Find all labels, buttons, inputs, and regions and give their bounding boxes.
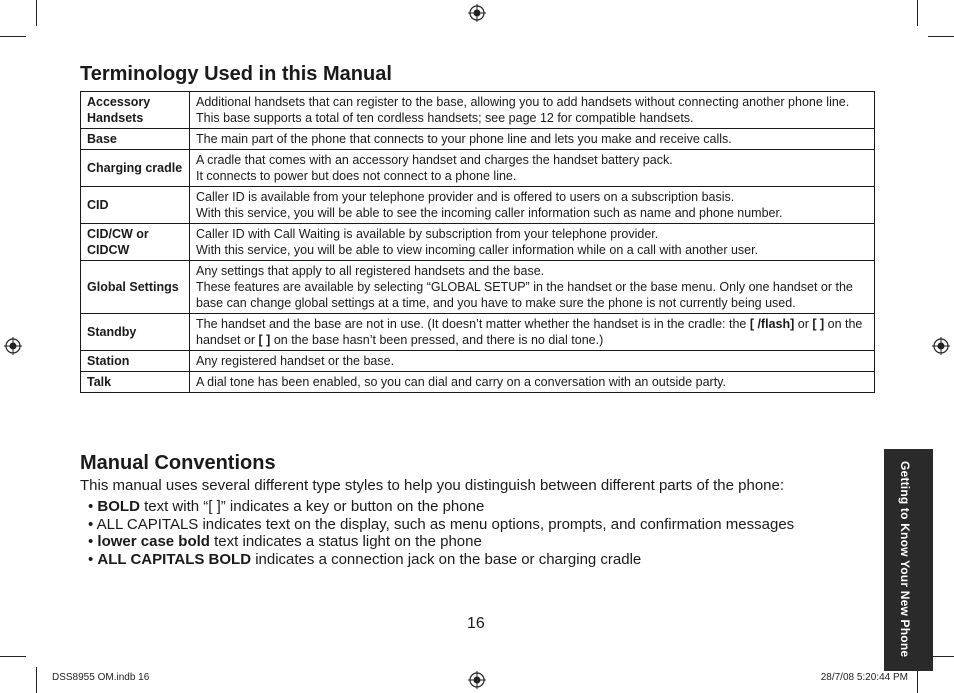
definition-text: or [794, 317, 813, 331]
table-row [81, 129, 875, 150]
term-cell: Base [81, 129, 190, 150]
table-row [81, 224, 875, 261]
term-cell: CID [81, 187, 190, 224]
definition-text: These features are available by selecting “GLOBAL SETUP” in the handset or the base menu. Only one handset or the base can change global settings at a time, and you have to make sure the phone is not currently being used. [196, 280, 853, 310]
registration-mark-icon [932, 337, 950, 355]
definition-cell [190, 129, 875, 150]
term-cell: Accessory Handsets [81, 92, 190, 129]
conventions-list [88, 498, 794, 568]
term-cell: Station [81, 351, 190, 372]
definition-cell [190, 187, 875, 224]
crop-mark [36, 667, 37, 693]
definition-text: With this service, you will be able to view incoming caller information while on a call with another user. [196, 243, 759, 257]
definition-text: Any registered handset or the base. [196, 354, 395, 368]
section-title-terminology: Terminology Used in this Manual [80, 63, 392, 85]
term-cell: CID/CW or CIDCW [81, 224, 190, 261]
registration-mark-icon [468, 671, 486, 689]
definition-cell [190, 261, 875, 314]
conventions-intro: This manual uses several different type styles to help you distinguish between different parts of the phone: [80, 477, 785, 494]
definition-text: on the handset or [196, 317, 863, 347]
table-row [81, 314, 875, 351]
term-cell: Charging cradle [81, 150, 190, 187]
convention-bold-term: lower case bold [97, 533, 210, 550]
table-row [81, 92, 875, 129]
side-tab [884, 449, 933, 671]
key-label: [ ] [812, 317, 825, 331]
definition-text: The handset and the base are not in use. (It doesn’t matter whether the handset is in the cradle: the [196, 317, 750, 331]
key-label: [ ] [258, 333, 271, 347]
footer-file-info: DSS8955 OM.indb 16 [52, 672, 150, 683]
registration-mark-icon [4, 337, 22, 355]
convention-text: indicates a connection jack on the base or charging cradle [251, 550, 642, 568]
definition-text: Caller ID is available from your telephone provider and is offered to users on a subscription basis. [196, 190, 735, 204]
list-item [88, 498, 794, 516]
registration-mark-icon [468, 4, 486, 22]
definition-cell [190, 224, 875, 261]
definition-text: Caller ID with Call Waiting is available by subscription from your telephone provider. [196, 227, 659, 241]
definition-cell [190, 150, 875, 187]
table-row [81, 372, 875, 393]
crop-mark [0, 36, 26, 37]
key-label: [ /flash] [749, 317, 795, 331]
section-title-conventions: Manual Conventions [80, 452, 276, 474]
term-cell: Standby [81, 314, 190, 351]
definition-text: A cradle that comes with an accessory handset and charges the handset battery pack. [196, 153, 673, 167]
definition-cell [190, 314, 875, 351]
crop-mark [0, 656, 26, 657]
definition-text: It connects to power but does not connect to a phone line. [196, 169, 517, 183]
definition-cell [190, 92, 875, 129]
side-tab-label: Getting to Know Your New Phone [898, 461, 912, 658]
crop-mark [36, 0, 37, 26]
page-number: 16 [467, 615, 485, 632]
table-row [81, 351, 875, 372]
definition-cell [190, 372, 875, 393]
list-item [88, 551, 794, 569]
table-row [81, 261, 875, 314]
convention-text: ALL CAPITALS indicates text on the display, such as menu options, prompts, and confirmation messages [96, 515, 795, 533]
list-item [88, 516, 794, 534]
convention-text: text with “[ ]” indicates a key or button on the phone [139, 498, 485, 515]
list-item [88, 533, 794, 551]
crop-mark [917, 0, 918, 26]
definition-text: With this service, you will be able to see the incoming caller information such as name and phone number. [196, 206, 783, 220]
footer-timestamp: 28/7/08 5:20:44 PM [820, 672, 908, 683]
definition-cell [190, 351, 875, 372]
convention-bold-term: BOLD [97, 498, 140, 515]
definition-text: Additional handsets that can register to the base, allowing you to add handsets without connecting another phone line. This base supports a total of ten cordless handsets; see page 12 for compatible handsets. [196, 95, 850, 125]
convention-bold-term: ALL CAPITALS BOLD [97, 550, 252, 568]
crop-mark [928, 36, 954, 37]
term-cell: Global Settings [81, 261, 190, 314]
definition-text: on the base hasn’t been pressed, and there is no dial tone.) [270, 333, 604, 347]
table-row [81, 187, 875, 224]
convention-text: text indicates a status light on the phone [209, 533, 482, 550]
term-cell: Talk [81, 372, 190, 393]
definition-text: A dial tone has been enabled, so you can dial and carry on a conversation with an outside party. [196, 375, 726, 389]
table-row [81, 150, 875, 187]
definition-text: The main part of the phone that connects to your phone line and lets you make and receive calls. [196, 132, 732, 146]
terminology-table [80, 91, 875, 393]
definition-text: Any settings that apply to all registered handsets and the base. [196, 264, 545, 278]
